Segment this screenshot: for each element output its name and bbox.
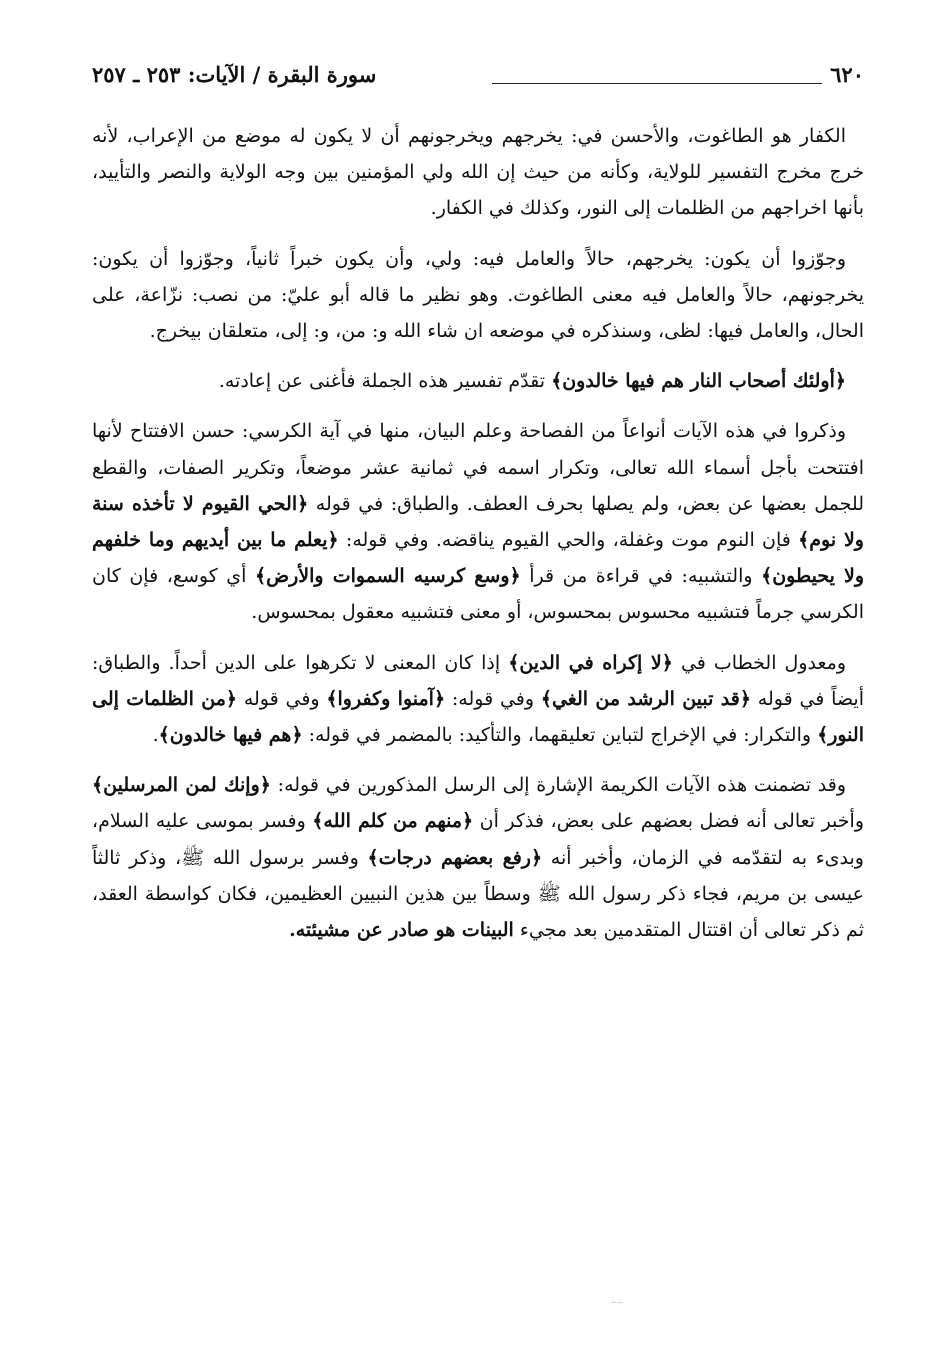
text-run: وقد تضمنت هذه الآيات الكريمة الإشارة إلى الرسل المذكورين في قوله: xyxy=(270,774,847,797)
paragraph xyxy=(92,645,864,754)
quran-quote: ﴿منهم من كلم الله﴾ xyxy=(312,810,474,833)
text-run: ومعدول الخطاب في xyxy=(672,651,847,674)
paragraph xyxy=(92,363,864,399)
text-run: أي كوسع، فإن كان الكرسي جرماً فتشبيه محسوس بمحسوس، أو معنى فتشبيه معقول بمحسوس. xyxy=(92,565,864,624)
quran-quote: ﴿أولئك أصحاب النار هم فيها خالدون﴾ xyxy=(551,370,846,393)
text-run: وأخبر تعالى أنه فضل بعضهم على بعض، فذكر أن xyxy=(473,810,864,833)
text-run: الكفار هو الطاغوت، والأحسن في: يخرجهم ويخرجونهم أن لا يكون له موضع من الإعراب، لأنه خرج مخرج التفسير للولاية، وكأنه من حيث إن الله ولي المؤمنين بين وجه الولاية والنصر والتأييد، بأنها اخراجهم من الظلمات إلى النور، وكذلك في الكفار. xyxy=(92,125,864,220)
text-run: فإن النوم موت وغفلة، والحي القيوم يناقضه. وفي قوله: xyxy=(338,529,799,552)
text-run: وذكروا في هذه الآيات أنواعاً من الفصاحة وعلم البيان، منها في آية الكرسي: حسن الافتتاح لأنها افتتحت بأجل أسماء الله تعالى، وتكرار اسمه في ثمانية عشر موضعاً، وتكرير الصفات، والقطع للجمل بعضها عن بعض، ولم يصلها بحرف العطف. والطباق: في قوله xyxy=(92,420,864,515)
quran-quote: ﴿هم فيها خالدون﴾ xyxy=(158,724,303,747)
page-number: ٦٢٠ xyxy=(830,62,864,87)
quran-quote: ﴿قد تبين الرشد من الغي﴾ xyxy=(540,687,751,710)
quran-quote: البينات هو صادر عن مشيئته. xyxy=(289,919,514,942)
quran-quote: ﴿يعلم ما بين أيديهم وما خلفهم ولا يحيطون﴾ xyxy=(92,529,865,588)
quran-quote: ﴿رفع بعضهم درجات﴾ xyxy=(367,846,543,869)
header-rule xyxy=(492,83,822,84)
text-run: وفي قوله xyxy=(237,687,327,710)
text-run: وفسر بموسى عليه السلام، وبدىء به لتقدّمه في الزمان، وأخبر أنه xyxy=(92,810,864,869)
text-run: والتكرار: في الإخراج لتباين تعليقهما، والتأكيد: بالمضمر في قوله: xyxy=(302,724,818,747)
running-title: سورة البقرة / الآيات: ٢٥٣ ـ ٢٥٧ xyxy=(92,62,377,87)
text-run: إذا كان المعنى لا تكرهوا على الدين أحداً. والطباق: أيضاً في قوله xyxy=(92,651,865,710)
text-run: وجوّزوا أن يكون: يخرجهم، حالاً والعامل فيه: ولي، وأن يكون خبراً ثانياً، وجوّزوا أن يكون: يخرجونهم، حالاً والعامل فيه معنى الطاغوت. وهو نظير ما قاله أبو عليّ: من نصب: نزّاعة، على الحال، والعامل فيها: لظى، وسنذكره في موضعه ان شاء الله و: من، و: إلى، متعلقان بيخرج. xyxy=(92,247,864,343)
text-run: وفسر برسول الله ﷺ، وذكر ثالثاً عيسى بن مريم، فجاء ذكر رسول الله ﷺ وسطاً بين هذين النبيين العظيمين، فكان كواسطة العقد، ثم ذكر تعالى أن اقتتال المتقدمين بعد مجيء xyxy=(92,846,864,942)
quran-quote: ﴿من الظلمات إلى النور﴾ xyxy=(92,687,864,747)
text-run: والتشبيه: في قراءة من قرأ xyxy=(520,565,762,588)
paragraph xyxy=(92,118,864,227)
page-header xyxy=(92,56,864,96)
body-text xyxy=(92,118,864,962)
paragraph xyxy=(92,413,864,630)
text-run: وفي قوله: xyxy=(445,687,541,710)
quran-quote: ﴿لا إكراه في الدين﴾ xyxy=(508,651,673,674)
quran-quote: ﴿آمنوا وكفروا﴾ xyxy=(326,687,446,710)
quran-quote: ﴿الحي القيوم لا تأخذه سنة ولا نوم﴾ xyxy=(92,492,864,552)
paragraph xyxy=(92,767,864,948)
quran-quote: ﴿وسع كرسيه السموات والأرض﴾ xyxy=(255,565,521,588)
scan-speck xyxy=(612,1302,622,1305)
paragraph xyxy=(92,241,864,350)
text-run: تقدّم تفسير هذه الجملة فأغنى عن إعادته. xyxy=(218,370,552,393)
text-run: . xyxy=(152,724,159,747)
quran-quote: ﴿وإنك لمن المرسلين﴾ xyxy=(92,774,271,797)
